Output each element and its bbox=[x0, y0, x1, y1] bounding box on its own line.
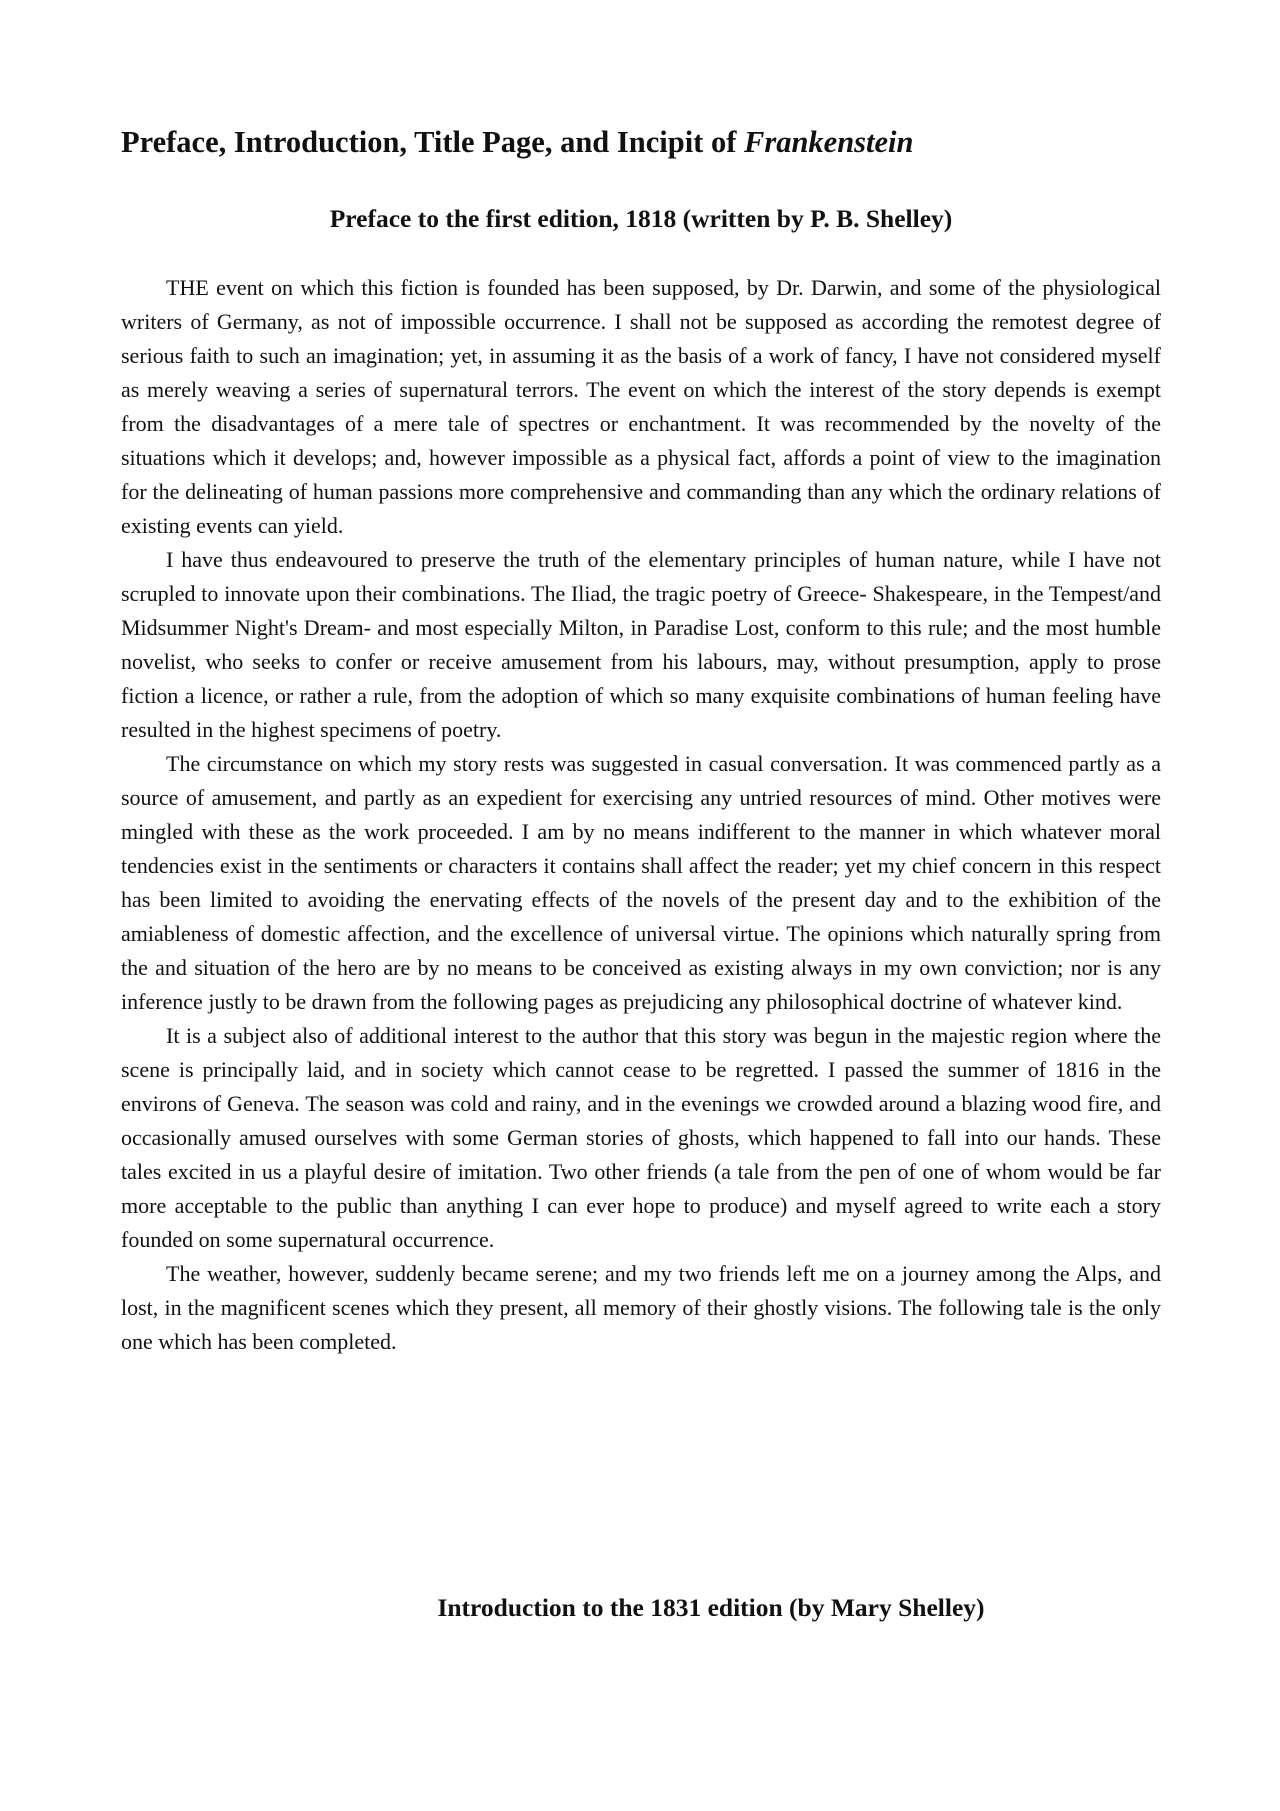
introduction-heading: Introduction to the 1831 edition (by Mary Shelley) bbox=[437, 1593, 985, 1622]
paragraph: I have thus endeavoured to preserve the truth of the elementary principles of human nature, while I have not scrupled to innovate upon their combinations. The Iliad, the tragic poetry of Greece- Shakespeare, in the Tempest/and Midsummer Night's Dream- and most especially Milton, in Paradise Lost, conform to this rule; and the most humble novelist, who seeks to confer or receive amusement from his labours, may, without presumption, apply to prose fiction a licence, or rather a rule, from the adoption of which so many exquisite combinations of human feeling have resulted in the highest specimens of poetry. bbox=[121, 547, 1161, 742]
document-title-text: Preface, Introduction, Title Page, and Incipit of bbox=[121, 125, 744, 159]
paragraph: THE event on which this fiction is founded has been supposed, by Dr. Darwin, and some of the physiological writers of Germany, as not of impossible occurrence. I shall not be supposed as according the remotest degree of serious faith to such an imagination; yet, in assuming it as the basis of a work of fancy, I have not considered myself as merely weaving a series of supernatural terrors. The event on which the interest of the story depends is exempt from the disadvantages of a mere tale of spectres or enchantment. It was recommended by the novelty of the situations which it develops; and, however impossible as a physical fact, affords a point of view to the imagination for the delineating of human passions more comprehensive and commanding than any which the ordinary relations of existing events can yield. bbox=[121, 275, 1161, 538]
paragraph: The circumstance on which my story rests was suggested in casual conversation. It was commenced partly as a source of amusement, and partly as an expedient for exercising any untried resources of mind. Other motives were mingled with these as the work proceeded. I am by no means indifferent to the manner in which whatever moral tendencies exist in the sentiments or characters it contains shall affect the reader; yet my chief concern in this respect has been limited to avoiding the enervating effects of the novels of the present day and to the exhibition of the amiableness of domestic affection, and the excellence of universal virtue. The opinions which naturally spring from the and situation of the hero are by no means to be conceived as existing always in my own conviction; nor is any inference justly to be drawn from the following pages as prejudicing any philosophical doctrine of whatever kind. bbox=[121, 751, 1161, 1014]
paragraph: It is a subject also of additional interest to the author that this story was begun in the majestic region where the scene is principally laid, and in society which cannot cease to be regretted. I passed the summer of 1816 in the environs of Geneva. The season was cold and rainy, and in the evenings we crowded around a blazing wood fire, and occasionally amused ourselves with some German stories of ghosts, which happened to fall into our hands. These tales excited in us a playful desire of imitation. Two other friends (a tale from the pen of one of whom would be far more acceptable to the public than anything I can ever hope to produce) and myself agreed to write each a story founded on some supernatural occurrence. bbox=[121, 1023, 1161, 1252]
preface-body bbox=[121, 271, 1161, 1359]
paragraph: The weather, however, suddenly became serene; and my two friends left me on a journey among the Alps, and lost, in the magnificent scenes which they present, all memory of their ghostly visions. The following tale is the only one which has been completed. bbox=[121, 1261, 1161, 1354]
preface-heading: Preface to the first edition, 1818 (written by P. B. Shelley) bbox=[329, 204, 953, 233]
document-title bbox=[121, 124, 914, 161]
document-title-italic: Frankenstein bbox=[744, 125, 914, 159]
